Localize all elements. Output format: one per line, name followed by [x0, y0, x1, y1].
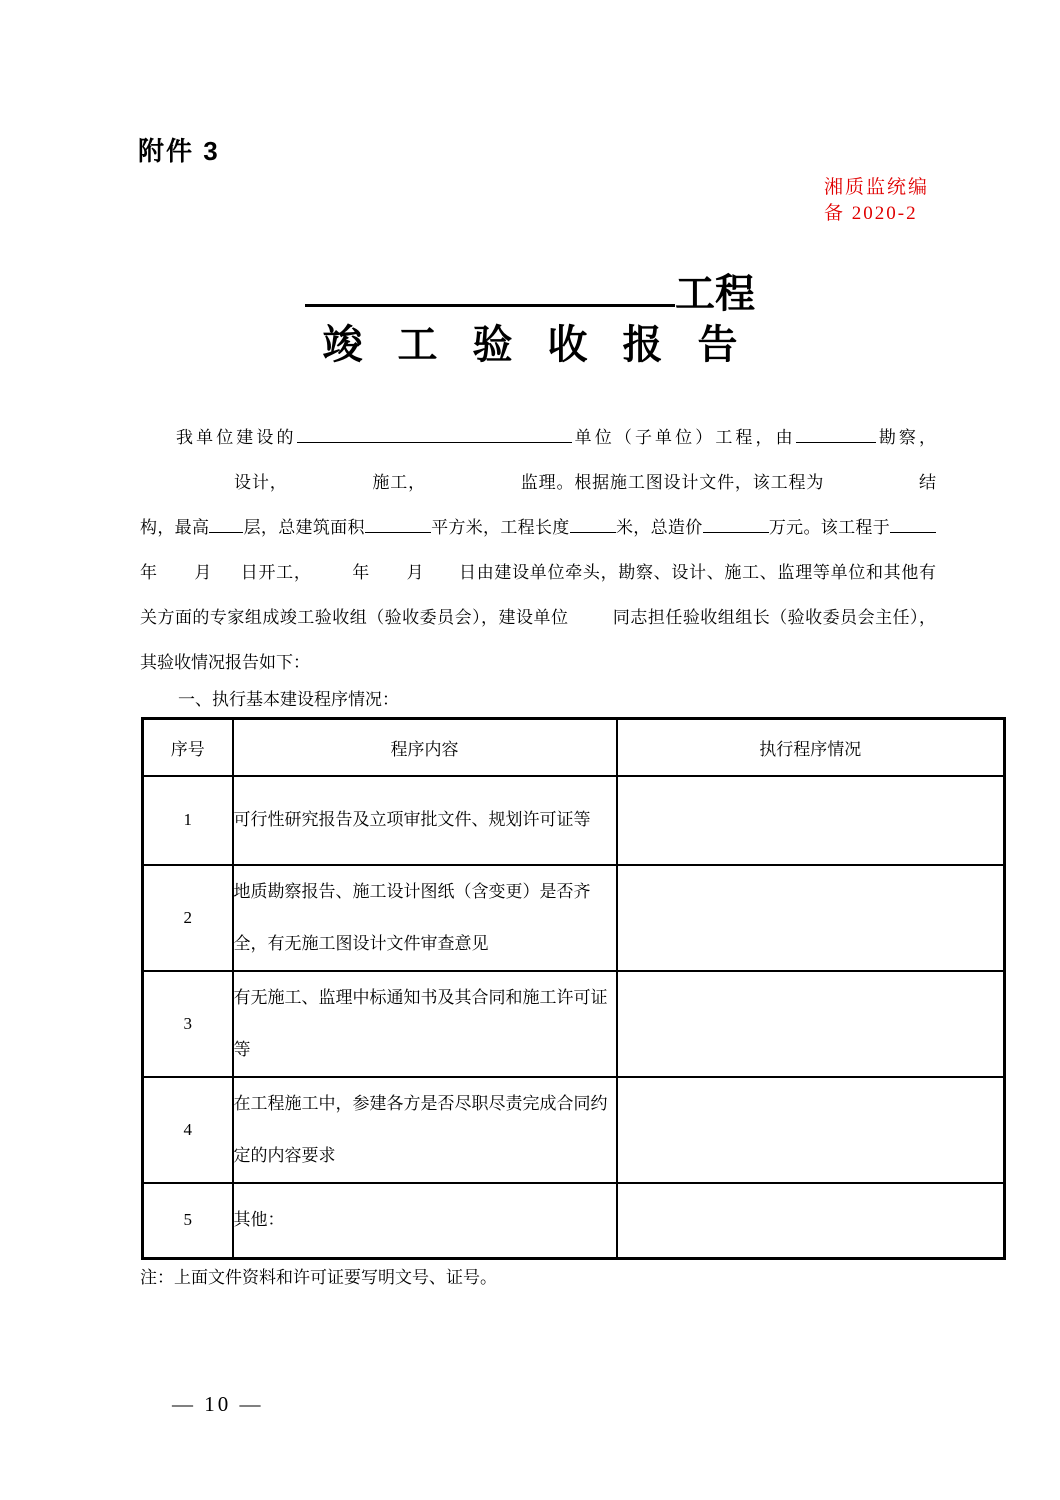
procedure-table [141, 717, 1006, 1260]
title-line1 [0, 266, 1060, 317]
procedure-content-cell: 有无施工、监理中标通知书及其合同和施工许可证等 [233, 971, 617, 1077]
section-heading: 一、执行基本建设程序情况： [178, 690, 399, 709]
paragraph-text: 勘察， [875, 428, 937, 447]
paragraph-line [140, 640, 936, 685]
title-blank-underline [305, 266, 675, 307]
gap-spacer [568, 622, 612, 623]
blank-field [570, 512, 616, 533]
blank-field [796, 422, 876, 443]
blank-field [209, 512, 243, 533]
table-header-cell: 执行程序情况 [617, 719, 1005, 776]
paragraph-text: 米，总造价 [615, 518, 703, 537]
table-header-row [143, 719, 1005, 776]
attachment-label: 附件 3 [138, 136, 220, 166]
paragraph-text: 同志担任验收组组长（验收委员会主任）， [612, 608, 937, 627]
filing-stamp-line2: 备 2020-2 [824, 203, 918, 224]
procedure-content-cell: 其他： [233, 1183, 617, 1259]
paragraph-text: 层，总建筑面积 [243, 518, 365, 537]
paragraph-text: 月 [405, 563, 425, 582]
procedure-content-cell: 在工程施工中，参建各方是否尽职尽责完成合同约定的内容要求 [233, 1077, 617, 1183]
gap-spacer [158, 577, 194, 578]
paragraph-text: 施工， [371, 473, 426, 492]
paragraph-text: 我单位建设的 [176, 428, 297, 447]
gap-spacer [312, 577, 352, 578]
paragraph-line [140, 415, 936, 460]
paragraph-text: 监理。根据施工图设计文件，该工程为 [519, 473, 825, 492]
execution-status-cell [617, 1077, 1005, 1183]
paragraph-text: 单位（子单位）工程，由 [571, 428, 796, 447]
table-row [143, 1077, 1005, 1183]
paragraph-line [140, 595, 936, 640]
filing-stamp-line1: 湘质监统编 [824, 177, 930, 198]
paragraph-text: 万元。该工程于 [768, 518, 891, 537]
intro-paragraph [140, 415, 936, 685]
table-row [143, 776, 1005, 865]
row-number-cell: 1 [143, 776, 233, 865]
execution-status-cell [617, 971, 1005, 1077]
gap-spacer [212, 577, 240, 578]
table-row [143, 971, 1005, 1077]
paragraph-line [140, 460, 936, 505]
paragraph-text: 设计， [234, 473, 288, 492]
row-number-cell: 3 [143, 971, 233, 1077]
blank-field [297, 422, 572, 443]
gap-spacer [370, 577, 406, 578]
blank-field [890, 512, 936, 533]
footnote: 注：上面文件资料和许可证要写明文号、证号。 [140, 1268, 497, 1287]
paragraph-text: 构，最高 [140, 518, 210, 537]
paragraph-text: 年 [140, 563, 158, 582]
title-project-suffix: 工程 [675, 271, 755, 316]
paragraph-line [140, 505, 936, 550]
row-number-cell: 4 [143, 1077, 233, 1183]
table-header-cell: 程序内容 [233, 719, 617, 776]
execution-status-cell [617, 776, 1005, 865]
filing-stamp [824, 175, 929, 227]
table-row [143, 1183, 1005, 1259]
paragraph-text: 年 [351, 563, 370, 582]
paragraph-text: 日由建设单位牵头，勘察、设计、施工、监理等单位和其他有 [458, 563, 937, 582]
paragraph-text: 其验收情况报告如下： [140, 653, 310, 672]
title-block [0, 266, 1060, 369]
gap-spacer [424, 577, 458, 578]
gap-spacer [824, 487, 918, 488]
paragraph-text: 平方米，工程长度 [430, 518, 570, 537]
execution-status-cell [617, 865, 1005, 971]
table-row [143, 865, 1005, 971]
paragraph-text: 月 [193, 563, 213, 582]
paragraph-text: 关方面的专家组成竣工验收组（验收委员会），建设单位 [140, 608, 569, 627]
gap-spacer [288, 487, 372, 488]
paragraph-text: 日开工， [240, 563, 312, 582]
paragraph-line [140, 550, 936, 595]
procedure-content-cell: 可行性研究报告及立项审批文件、规划许可证等 [233, 776, 617, 865]
paragraph-text: 结 [918, 473, 937, 492]
gap-spacer [426, 487, 520, 488]
row-number-cell: 5 [143, 1183, 233, 1259]
execution-status-cell [617, 1183, 1005, 1259]
procedure-content-cell: 地质勘察报告、施工设计图纸（含变更）是否齐全，有无施工图设计文件审查意见 [233, 865, 617, 971]
blank-field [703, 512, 769, 533]
main-title: 竣工验收报告 [322, 322, 773, 367]
page-number: — 10 — [172, 1392, 264, 1416]
table-header-cell: 序号 [143, 719, 233, 776]
row-number-cell: 2 [143, 865, 233, 971]
blank-field [365, 512, 431, 533]
